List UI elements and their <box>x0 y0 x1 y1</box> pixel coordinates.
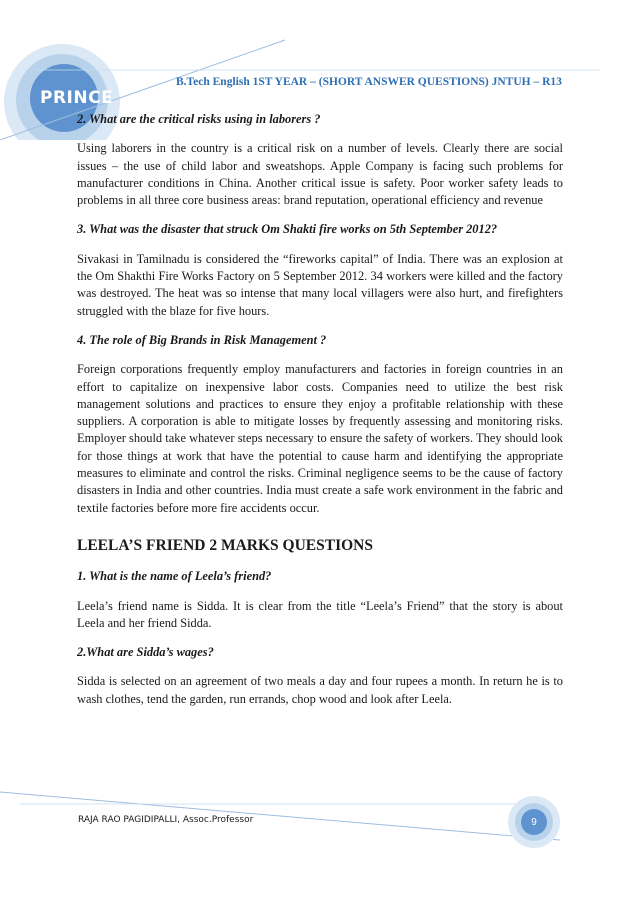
answer-3: Sivakasi in Tamilnadu is considered the “fireworks capital” of India. There was an explosion at the Om Shakthi Fire Works Factory on 5 September 2012. 34 workers were killed and the factory was destroyed. The heat was so intense that many local villagers were also hurt, and firefighters struggled with the blaze for five hours. <box>77 251 563 318</box>
footer-decoration <box>0 770 638 902</box>
page-number: 9 <box>531 817 537 828</box>
leela-answer-1: Leela’s friend name is Sidda. It is clear from the title “Leela’s Friend” that the story is about Leela and her friend Sidda. <box>77 598 563 630</box>
logo: PRINCE <box>40 88 114 108</box>
answer-2: Using laborers in the country is a critical risk on a number of levels. Clearly there are social issues – the use of child labor and sweatshops. Apple Company is facing such problems for manufacturer conditions in China. Another critical issue is safety. Poor worker safety leads to problems in all three core business areas: brand reputation, operational efficiency and revenue <box>77 141 563 208</box>
question-4: 4. The role of Big Brands in Risk Management ? <box>77 332 327 347</box>
page-header-title: B.Tech English 1ST YEAR – (SHORT ANSWER QUESTIONS) JNTUH – R13 <box>176 76 562 88</box>
question-3: 3. What was the disaster that struck Om Shakti fire works on 5th September 2012? <box>77 222 498 237</box>
leela-question-2: 2.What are Sidda’s wages? <box>77 645 214 660</box>
section-heading: LEELA’S FRIEND 2 MARKS QUESTIONS <box>77 536 373 554</box>
leela-question-1: 1. What is the name of Leela’s friend? <box>77 569 272 584</box>
document-body <box>77 111 563 720</box>
footer-author: RAJA RAO PAGIDIPALLI, Assoc.Professor <box>78 815 254 825</box>
footer-lines <box>0 770 638 902</box>
answer-4: Foreign corporations frequently employ manufacturers and factories in foreign countries in an effort to capitalize on inexpensive labor costs. Companies need to utilize the best risk management solutions and practices to ensure they enjoy a profitable relationship with these suppliers. A corporation is able to mitigate losses by frequently assessing and monitoring risks. Employer should take whatever steps necessary to ensure the safety of workers. They should look for those things at work that have the potential to cause harm and identifying the appropriate measures to eliminate and control the risks. Criminal negligence seems to be the cause of factory disasters in India and other countries. India must create a safe work environment in the fabric and textile factories before more fire accidents occur. <box>77 362 563 515</box>
question-2: 2. What are the critical risks using in laborers ? <box>77 112 321 126</box>
leela-answer-2: Sidda is selected on an agreement of two meals a day and four rupees a month. In return he is to wash clothes, tend the garden, run errands, chop wood and look after Leela. <box>77 674 563 706</box>
